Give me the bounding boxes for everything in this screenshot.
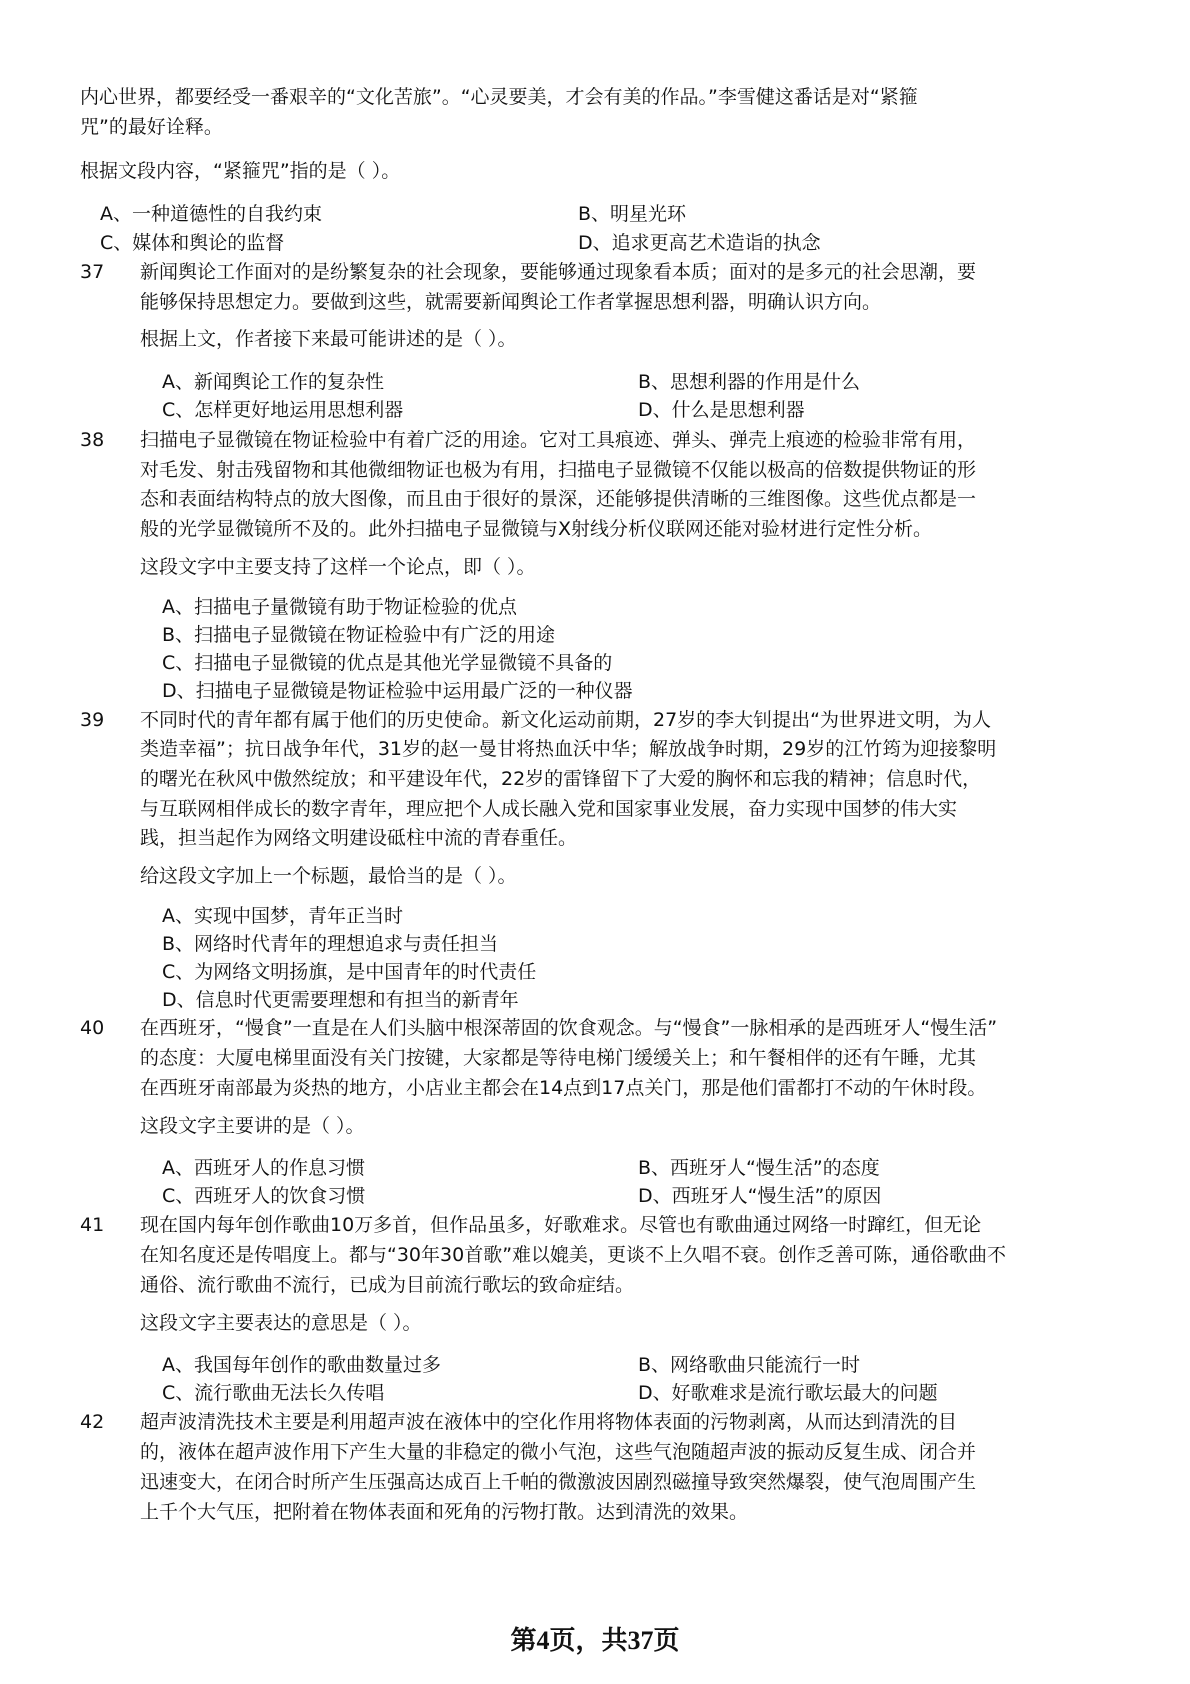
question-number: 41 [80, 1214, 105, 1236]
question-prompt: 根据文段内容，“紧箍咒”指的是（ ）。 [80, 160, 401, 182]
question-number: 38 [80, 429, 105, 451]
passage-line: 的曙光在秋风中傲然绽放；和平建设年代，22岁的雷锋留下了大爱的胸怀和忘我的精神；信息时代， [140, 768, 982, 790]
passage-line: 扫描电子显微镜在物证检验中有着广泛的用途。它对工具痕迹、弹头、弹壳上痕迹的检验非常有用， [140, 429, 977, 451]
option-c: C、流行歌曲无法长久传唱 [162, 1382, 385, 1404]
passage-line: 在西班牙，“慢食”一直是在人们头脑中根深蒂固的饮食观念。与“慢食”一脉相承的是西班牙人“慢生活” [140, 1017, 998, 1039]
option-a: A、我国每年创作的歌曲数量过多 [162, 1354, 441, 1376]
question-number: 37 [80, 261, 105, 283]
question-number: 42 [80, 1411, 105, 1433]
passage-line: 践，担当起作为网络文明建设砥柱中流的青春重任。 [140, 827, 578, 849]
option-b: B、西班牙人“慢生活”的态度 [638, 1157, 880, 1179]
option-b: B、网络时代青年的理想追求与责任担当 [162, 933, 499, 955]
question-number: 39 [80, 709, 105, 731]
passage-line: 迅速变大，在闭合时所产生压强高达成百上千帕的微激波因剧烈磁撞导致突然爆裂，使气泡周围产生 [140, 1471, 977, 1493]
passage-line: 上千个大气压，把附着在物体表面和死角的污物打散。达到清洗的效果。 [140, 1501, 749, 1523]
passage-line: 超声波清洗技术主要是利用超声波在液体中的空化作用将物体表面的污物剥离，从而达到清洗的目 [140, 1411, 958, 1433]
passage-line: 类造幸福”；抗日战争年代，31岁的赵一曼甘将热血沃中华；解放战争时期，29岁的江竹筠为迎接黎明 [140, 738, 997, 760]
option-a: A、扫描电子量微镜有助于物证检验的优点 [162, 596, 517, 618]
option-a: A、一种道德性的自我约束 [100, 203, 322, 225]
option-c: C、西班牙人的饮食习惯 [162, 1185, 366, 1207]
passage-line: 咒”的最好诠释。 [80, 116, 223, 138]
option-d: D、信息时代更需要理想和有担当的新青年 [162, 989, 519, 1011]
passage-line: 与互联网相伴成长的数字青年，理应把个人成长融入党和国家事业发展，奋力实现中国梦的伟大实 [140, 798, 958, 820]
option-a: A、实现中国梦，青年正当时 [162, 905, 403, 927]
passage-line: 的态度：大厦电梯里面没有关门按键，大家都是等待电梯门缓缓关上；和午餐相伴的还有午睡，尤其 [140, 1047, 977, 1069]
question-prompt: 根据上文，作者接下来最可能讲述的是（ ）。 [140, 328, 517, 350]
option-b: B、扫描电子显微镜在物证检验中有广泛的用途 [162, 624, 556, 646]
option-c: C、扫描电子显微镜的优点是其他光学显微镜不具备的 [162, 652, 613, 674]
page-footer: 第4页，共37页 [510, 1626, 680, 1655]
passage-line: 在西班牙南部最为炎热的地方，小店业主都会在14点到17点关门，那是他们雷都打不动的午休时段。 [140, 1077, 987, 1099]
option-d: D、西班牙人“慢生活”的原因 [638, 1185, 882, 1207]
question-prompt: 这段文字主要表达的意思是（ ）。 [140, 1312, 422, 1334]
passage-line: 态和表面结构特点的放大图像，而且由于很好的景深，还能够提供清晰的三维图像。这些优点都是一 [140, 488, 977, 510]
passage-line: 能够保持思想定力。要做到这些，就需要新闻舆论工作者掌握思想利器，明确认识方向。 [140, 291, 882, 313]
option-d: D、什么是思想利器 [638, 399, 805, 421]
option-a: A、西班牙人的作息习惯 [162, 1157, 365, 1179]
option-c: C、怎样更好地运用思想利器 [162, 399, 404, 421]
question-prompt: 这段文字中主要支持了这样一个论点，即（ ）。 [140, 556, 536, 578]
passage-line: 的，液体在超声波作用下产生大量的非稳定的微小气泡，这些气泡随超声波的振动反复生成、闭合并 [140, 1441, 977, 1463]
passage-line: 新闻舆论工作面对的是纷繁复杂的社会现象，要能够通过现象看本质；面对的是多元的社会思潮，要 [140, 261, 977, 283]
option-d: D、追求更高艺术造诣的执念 [578, 232, 821, 254]
passage-line: 对毛发、射击残留物和其他微细物证也极为有用，扫描电子显微镜不仅能以极高的倍数提供物证的形 [140, 459, 977, 481]
passage-line: 般的光学显微镜所不及的。此外扫描电子显微镜与X射线分析仪联网还能对验材进行定性分析。 [140, 518, 933, 540]
option-b: B、明星光环 [578, 203, 687, 225]
option-d: D、扫描电子显微镜是物证检验中运用最广泛的一种仪器 [162, 680, 633, 702]
passage-line: 在知名度还是传唱度上。都与“30年30首歌”难以媲美，更谈不上久唱不衰。创作乏善可陈，通俗歌曲不 [140, 1244, 1007, 1266]
option-c: C、为网络文明扬旗，是中国青年的时代责任 [162, 961, 537, 983]
question-prompt: 这段文字主要讲的是（ ）。 [140, 1115, 365, 1137]
question-prompt: 给这段文字加上一个标题，最恰当的是（ ）。 [140, 865, 517, 887]
option-d: D、好歌难求是流行歌坛最大的问题 [638, 1382, 938, 1404]
passage-line: 通俗、流行歌曲不流行，已成为目前流行歌坛的致命症结。 [140, 1274, 635, 1296]
option-a: A、新闻舆论工作的复杂性 [162, 371, 384, 393]
question-number: 40 [80, 1017, 105, 1039]
option-b: B、思想利器的作用是什么 [638, 371, 861, 393]
passage-line: 现在国内每年创作歌曲10万多首，但作品虽多，好歌难求。尽管也有歌曲通过网络一时蹿红，但无论 [140, 1214, 982, 1236]
passage-line: 内心世界，都要经受一番艰辛的“文化苦旅”。“心灵要美，才会有美的作品。”李雪健这番话是对“紧箍 [80, 86, 918, 108]
passage-line: 不同时代的青年都有属于他们的历史使命。新文化运动前期，27岁的李大钊提出“为世界进文明，为人 [140, 709, 992, 731]
option-c: C、媒体和舆论的监督 [100, 232, 285, 254]
option-b: B、网络歌曲只能流行一时 [638, 1354, 861, 1376]
